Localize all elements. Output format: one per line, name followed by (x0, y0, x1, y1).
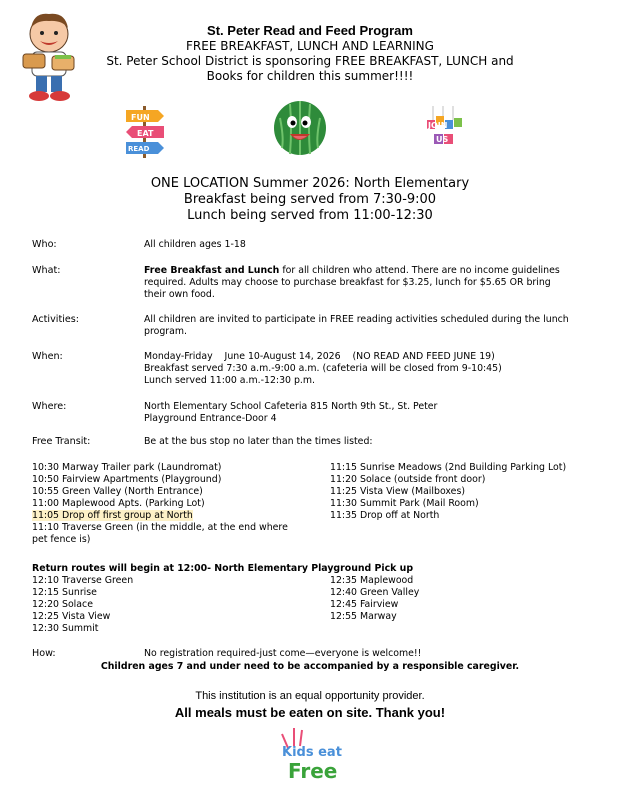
transit-stop: 11:25 Vista View (Mailboxes) (330, 486, 465, 497)
return-routes-heading: Return routes will begin at 12:00- North Elementary Playground Pick up (32, 563, 414, 574)
who-value: All children ages 1-18 (144, 239, 246, 250)
return-stops-left (32, 575, 322, 635)
transit-value: Be at the bus stop no later than the times listed: (144, 436, 373, 447)
transit-stop-highlighted (32, 510, 322, 522)
return-stop: 12:10 Traverse Green (32, 575, 134, 586)
what-line-3: their own food. (144, 289, 215, 300)
activities-line-1: All children are invited to participate in FREE reading activities scheduled during the lunch (144, 314, 569, 325)
return-stop: 12:35 Maplewood (330, 575, 414, 586)
where-line-2: Playground Entrance-Door 4 (144, 413, 277, 424)
transit-stop: 10:50 Fairview Apartments (Playground) (32, 474, 222, 485)
when-value (144, 351, 594, 387)
what-label: What: (32, 265, 61, 276)
sign-eat-text: EAT (137, 129, 154, 138)
logo-free-text: Free (288, 759, 338, 783)
where-value (144, 401, 594, 425)
transit-stops-right (330, 462, 600, 522)
sponsor-line-1: St. Peter School District is sponsoring FREE BREAKFAST, LUNCH and (106, 54, 514, 68)
transit-stop: 10:55 Green Valley (North Entrance) (32, 486, 203, 497)
return-stop: 12:40 Green Valley (330, 587, 420, 598)
what-value (144, 265, 594, 301)
kids-eat-free-logo (276, 726, 346, 784)
when-label: When: (32, 351, 63, 362)
transit-label: Free Transit: (32, 436, 91, 447)
sign-read-text: READ (128, 145, 150, 153)
return-stop: 12:55 Marway (330, 611, 397, 622)
program-title: St. Peter Read and Feed Program (207, 23, 413, 38)
breakfast-time-line: Breakfast being served from 7:30-9:00 (183, 192, 437, 207)
transit-stops-left (32, 462, 322, 546)
join-us-icon (425, 106, 465, 152)
fun-eat-read-signpost-icon (122, 104, 168, 160)
activities-label: Activities: (32, 314, 79, 325)
where-line-1: North Elementary School Cafeteria 815 North 9th St., St. Peter (144, 401, 438, 412)
meals-on-site-notice: All meals must be eaten on site. Thank you! (174, 705, 446, 720)
equal-opportunity-statement: This institution is an equal opportunity provider. (195, 690, 425, 702)
sign-fun-text: FUN (131, 113, 150, 122)
us-text: US (436, 135, 449, 144)
lunch-time-line: Lunch being served from 11:00-12:30 (187, 208, 433, 223)
what-line-2: required. Adults may choose to purchase breakfast for $3.25, lunch for $5.65 OR bring (144, 277, 551, 288)
return-stop: 12:20 Solace (32, 599, 93, 610)
kid-eating-illustration (18, 10, 80, 104)
when-line-1: Monday-Friday June 10-August 14, 2026 (NO READ AND FEED JUNE 19) (144, 351, 495, 362)
transit-stop: 11:30 Summit Park (Mail Room) (330, 498, 479, 509)
activities-line-2: program. (144, 326, 187, 337)
transit-stop: 10:30 Marway Trailer park (Laundromat) (32, 462, 222, 473)
return-stop: 12:25 Vista View (32, 611, 111, 622)
highlighted-stop-text: 11:05 Drop off first group at North (32, 510, 193, 521)
transit-stop: 11:10 Traverse Green (in the middle, at the end where (32, 522, 288, 533)
how-label: How: (32, 648, 56, 659)
where-label: Where: (32, 401, 67, 412)
location-line: ONE LOCATION Summer 2026: North Elementary (150, 176, 470, 191)
transit-stop: 11:15 Sunrise Meadows (2nd Building Parking Lot) (330, 462, 567, 473)
watermelon-character-icon (270, 98, 330, 158)
transit-stop: 11:00 Maplewood Apts. (Parking Lot) (32, 498, 205, 509)
what-rest: for all children who attend. There are no income guidelines (279, 265, 560, 276)
return-stop: 12:45 Fairview (330, 599, 399, 610)
join-text: JOIN (428, 121, 448, 130)
how-value: No registration required-just come—everyone is welcome!! (144, 648, 422, 659)
return-stop: 12:15 Sunrise (32, 587, 97, 598)
activities-value (144, 314, 594, 338)
when-line-2: Breakfast served 7:30 a.m.-9:00 a.m. (cafeteria will be closed from 9-10:45) (144, 363, 502, 374)
sponsor-line-2: Books for children this summer!!!! (206, 69, 414, 83)
who-label: Who: (32, 239, 57, 250)
caregiver-note: Children ages 7 and under need to be accompanied by a responsible caregiver. (100, 661, 520, 672)
transit-stop: 11:35 Drop off at North (330, 510, 440, 521)
what-line-1 (144, 265, 594, 277)
transit-stop: 11:20 Solace (outside front door) (330, 474, 486, 485)
when-line-3: Lunch served 11:00 a.m.-12:30 p.m. (144, 375, 316, 386)
logo-kids-eat-text: Kids eat (282, 745, 342, 760)
transit-stop: pet fence is) (32, 534, 91, 545)
program-subtitle: FREE BREAKFAST, LUNCH AND LEARNING (186, 39, 434, 53)
return-stop: 12:30 Summit (32, 623, 99, 634)
what-bold: Free Breakfast and Lunch (144, 265, 280, 276)
return-stops-right (330, 575, 600, 623)
